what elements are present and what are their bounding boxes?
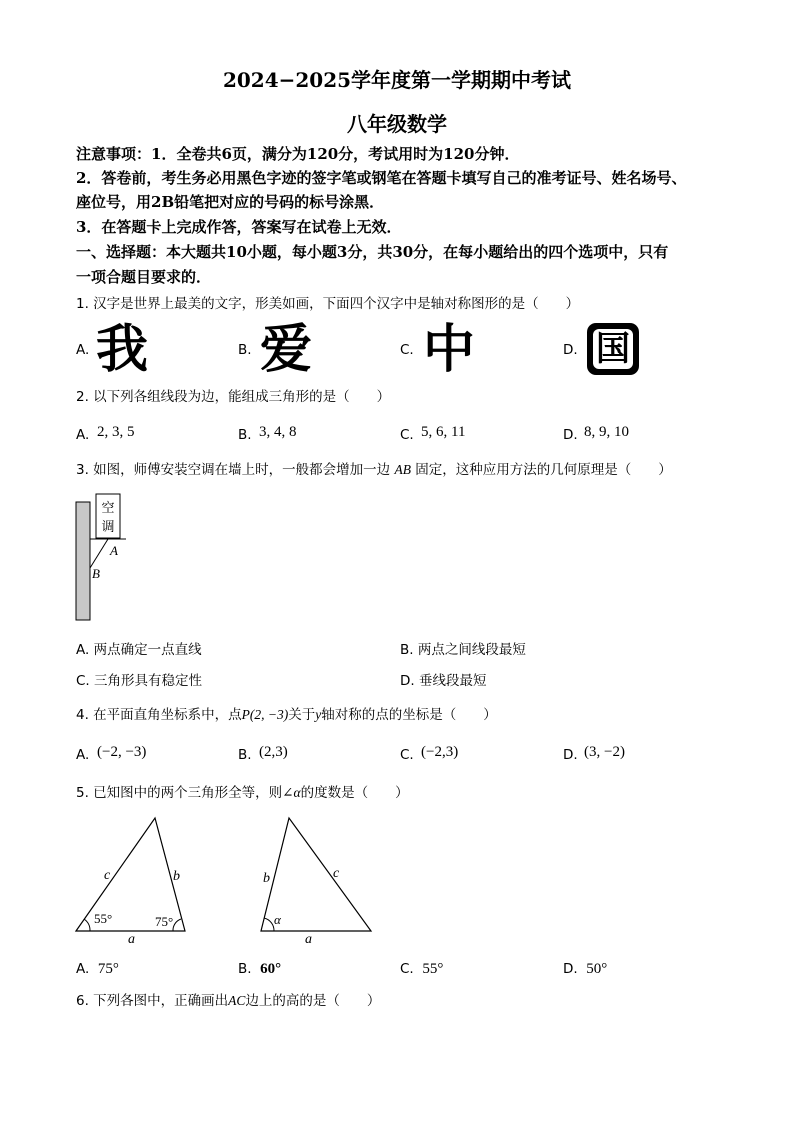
- q4-option-b-value: (2,3): [259, 744, 288, 760]
- section1-line-2: 一项合题目要求的．: [76, 268, 212, 286]
- q1-option-d-frame: [587, 323, 639, 375]
- q5-tri2-side-c: c: [333, 866, 340, 881]
- q2-option-a-label: A.: [76, 427, 90, 443]
- q3-option-c: C. 三角形具有稳定性: [76, 673, 203, 689]
- q5-option-a: A. 75°: [76, 961, 119, 977]
- q5-tri1-side-b: b: [173, 869, 180, 884]
- exam-subtitle: 八年级数学: [347, 112, 447, 136]
- section1-line-1: 一、选择题：本大题共10小题，每小题3分，共30分，在每小题给出的四个选项中，只有: [76, 243, 669, 261]
- q5-tri1-arc-right: [173, 919, 181, 931]
- q1-option-a-label: A.: [76, 342, 90, 358]
- q2-option-c-label: C.: [400, 427, 414, 443]
- q3-option-a: A. 两点确定一点直线: [76, 642, 202, 658]
- q3-brace-ab: [90, 539, 108, 568]
- q5-option-b: B. 60°: [238, 961, 282, 977]
- q2-option-d-label: D.: [563, 427, 578, 443]
- q4-option-d-label: D.: [563, 747, 578, 763]
- q5-option-c: C. 55°: [400, 961, 444, 977]
- q2-option-b-label: B.: [238, 427, 252, 443]
- q4-option-d-value: (3, −2): [584, 744, 625, 760]
- q3-option-d: D. 垂线段最短: [400, 673, 487, 689]
- q3-stem-pre: 3. 如图，师傅安装空调在墙上时，一般都会增加一边: [76, 462, 391, 478]
- q4-point: P(2, −3): [241, 707, 289, 722]
- q5-tri1-angle-55: 55°: [94, 911, 113, 926]
- q1-option-c-char: 中: [423, 320, 476, 380]
- q5-option-d: D. 50°: [563, 961, 608, 977]
- exam-title: 2024−2025学年度第一学期期中考试: [222, 68, 572, 92]
- q3-label-a: A: [110, 543, 118, 558]
- q5-tri2-side-a: a: [305, 932, 312, 947]
- q5-tri1-angle-75: 75°: [155, 914, 174, 929]
- note-line-2b: 座位号，用2B铅笔把对应的号码的标号涂黑．: [76, 193, 385, 211]
- q5-stem: 5. 已知图中的两个三角形全等，则∠α的度数是（ ）: [76, 785, 409, 801]
- q6-segment-ac: AC: [228, 993, 246, 1008]
- q1-option-a-char: 我: [96, 320, 149, 380]
- q2-option-b-value: 3, 4, 8: [259, 424, 297, 440]
- q6-stem: 6. 下列各图中，正确画出AC边上的高的是（ ）: [76, 993, 381, 1009]
- q4-option-b-label: B.: [238, 747, 252, 763]
- q3-option-b: B. 两点之间线段最短: [400, 642, 526, 658]
- q4-option-a-value: (−2, −3): [97, 744, 147, 760]
- note-line-2a: 2．答卷前，考生务必用黑色字迹的签字笔或钢笔在答题卡填写自己的准考证号、姓名场号、: [76, 169, 687, 187]
- q2-option-c-value: 5, 6, 11: [421, 424, 466, 440]
- q5-tri2-alpha: α: [274, 912, 281, 927]
- q1-option-d-char: 国: [593, 329, 633, 369]
- q1-option-b-char: 爱: [260, 320, 313, 380]
- q3-stem: [76, 460, 672, 480]
- q1-option-c-label: C.: [400, 342, 414, 358]
- q3-segment-ab: AB: [394, 462, 411, 477]
- q4-axis: y: [315, 707, 322, 722]
- q4-option-c-value: (−2,3): [421, 744, 459, 760]
- q3-ac-char-2: 调: [101, 520, 115, 535]
- note-line-1: 注意事项：1．全卷共6页，满分为120分，考试用时为120分钟．: [76, 145, 520, 163]
- q5-angle: ∠α: [282, 785, 301, 800]
- q3-stem-post: 固定，这种应用方法的几何原理是（ ）: [415, 462, 672, 478]
- q3-wall: [76, 502, 90, 620]
- q5-tri2-side-b: b: [263, 871, 270, 886]
- q4-stem: 4. 在平面直角坐标系中，点P(2, −3)关于y轴对称的点的坐标是（ ）: [76, 707, 497, 723]
- q1-option-b-label: B.: [238, 342, 252, 358]
- q2-stem: 2. 以下列各组线段为边，能组成三角形的是（ ）: [76, 389, 391, 405]
- q4-option-c-label: C.: [400, 747, 414, 763]
- q1-stem: 1. 汉字是世界上最美的文字，形美如画，下面四个汉字中是轴对称图形的是（ ）: [76, 296, 580, 312]
- q5-tri1-arc-left: [84, 919, 90, 931]
- q2-option-d-value: 8, 9, 10: [584, 424, 629, 440]
- note-line-3: 3．在答题卡上完成作答，答案写在试卷上无效．: [76, 218, 402, 236]
- q5-tri1-side-c: c: [104, 868, 111, 883]
- q5-tri1-side-a: a: [128, 932, 135, 947]
- q3-label-b: B: [92, 566, 100, 581]
- q3-ac-char-1: 空: [101, 501, 115, 516]
- q5-figure: [60, 810, 400, 950]
- q3-figure: [70, 490, 140, 625]
- q5-tri2-arc: [264, 918, 274, 931]
- q2-option-a-value: 2, 3, 5: [97, 424, 135, 440]
- q4-option-a-label: A.: [76, 747, 90, 763]
- q1-option-d-label: D.: [563, 342, 578, 358]
